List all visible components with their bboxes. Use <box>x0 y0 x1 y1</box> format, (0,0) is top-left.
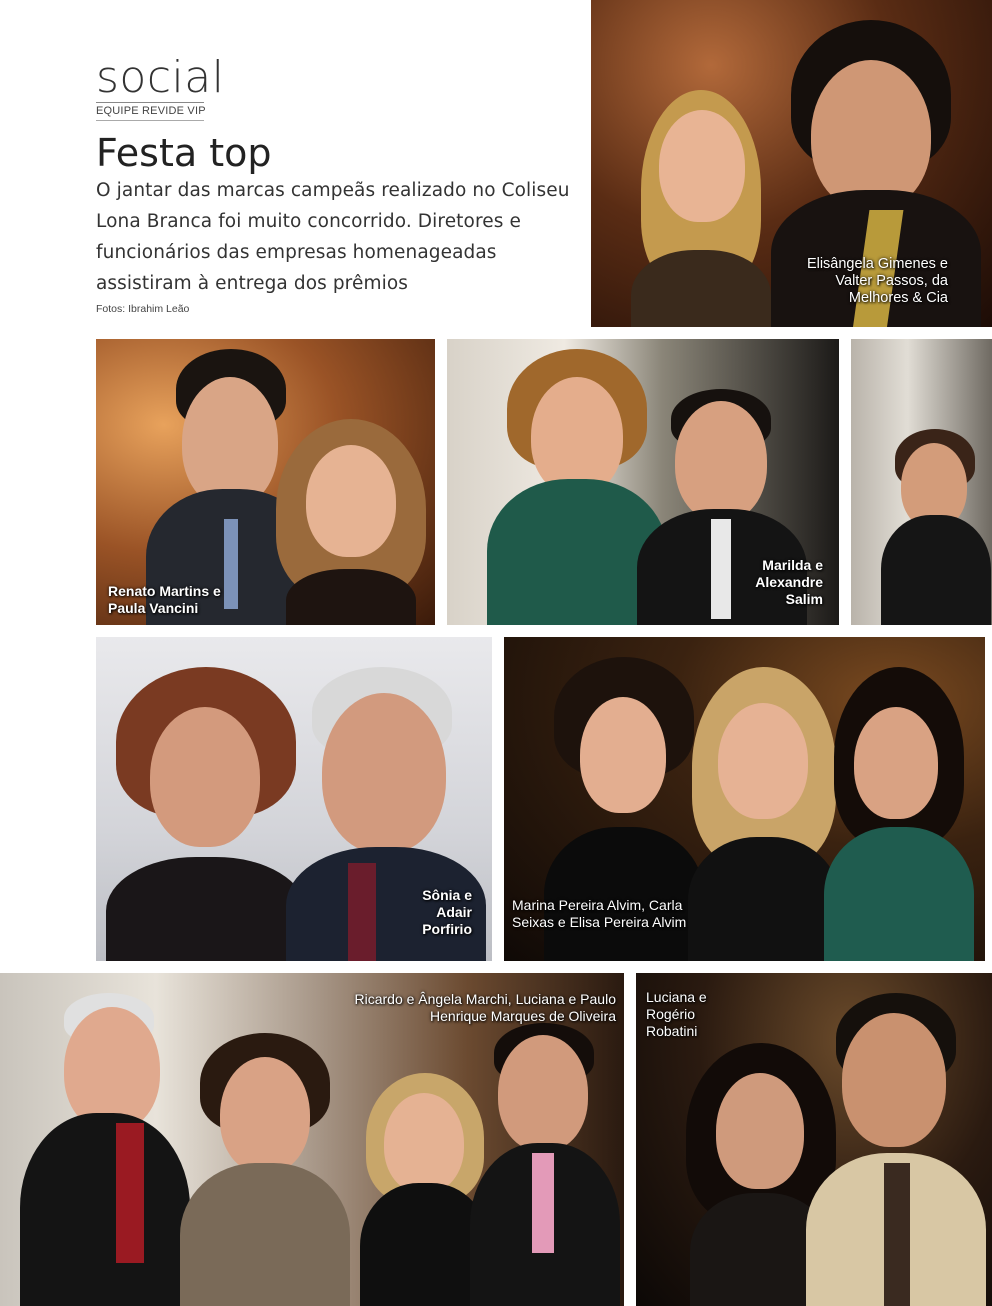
article-header <box>96 52 576 315</box>
photo-ricardo-angela-luciana-paulo <box>0 973 624 1306</box>
caption-elisangela-valter: Elisângela Gimenes e Valter Passos, da Melhores & Cia <box>806 256 948 306</box>
caption-marilda-alexandre: Marilda e Alexandre Salim <box>755 557 823 607</box>
caption-luciana-rogerio: Luciana e Rogério Robatini <box>646 989 707 1039</box>
photo-sonia-adair <box>96 637 492 961</box>
subsection-divider <box>96 120 204 121</box>
photo-renato-paula <box>96 339 435 625</box>
photo-senior-woman <box>851 339 992 625</box>
caption-sonia-adair: Sônia e Adair Porfirio <box>422 887 472 937</box>
headline: Festa top <box>96 131 272 175</box>
subsection-label: EQUIPE REVIDE VIP <box>96 105 206 117</box>
section-title: social <box>96 52 225 103</box>
caption-ricardo-angela-luciana-paulo: Ricardo e Ângela Marchi, Luciana e Paulo Henrique Marques de Oliveira <box>354 991 616 1024</box>
photo-credit: Fotos: Ibrahim Leão <box>96 303 190 315</box>
caption-renato-paula: Renato Martins e Paula Vancini <box>108 583 221 616</box>
lede: O jantar das marcas campeãs realizado no Coliseu Lona Branca foi muito concorrido. Diretores e funcionários das empresas homenageadas assistiram à entrega dos prêmios <box>96 180 570 294</box>
caption-marina-carla-elisa: Marina Pereira Alvim, Carla Seixas e Elisa Pereira Alvim <box>512 897 687 930</box>
photo-luciana-rogerio <box>636 973 992 1306</box>
photo-elisangela-valter <box>591 0 992 327</box>
photo-marina-carla-elisa <box>504 637 985 961</box>
photo-marilda-alexandre <box>447 339 839 625</box>
